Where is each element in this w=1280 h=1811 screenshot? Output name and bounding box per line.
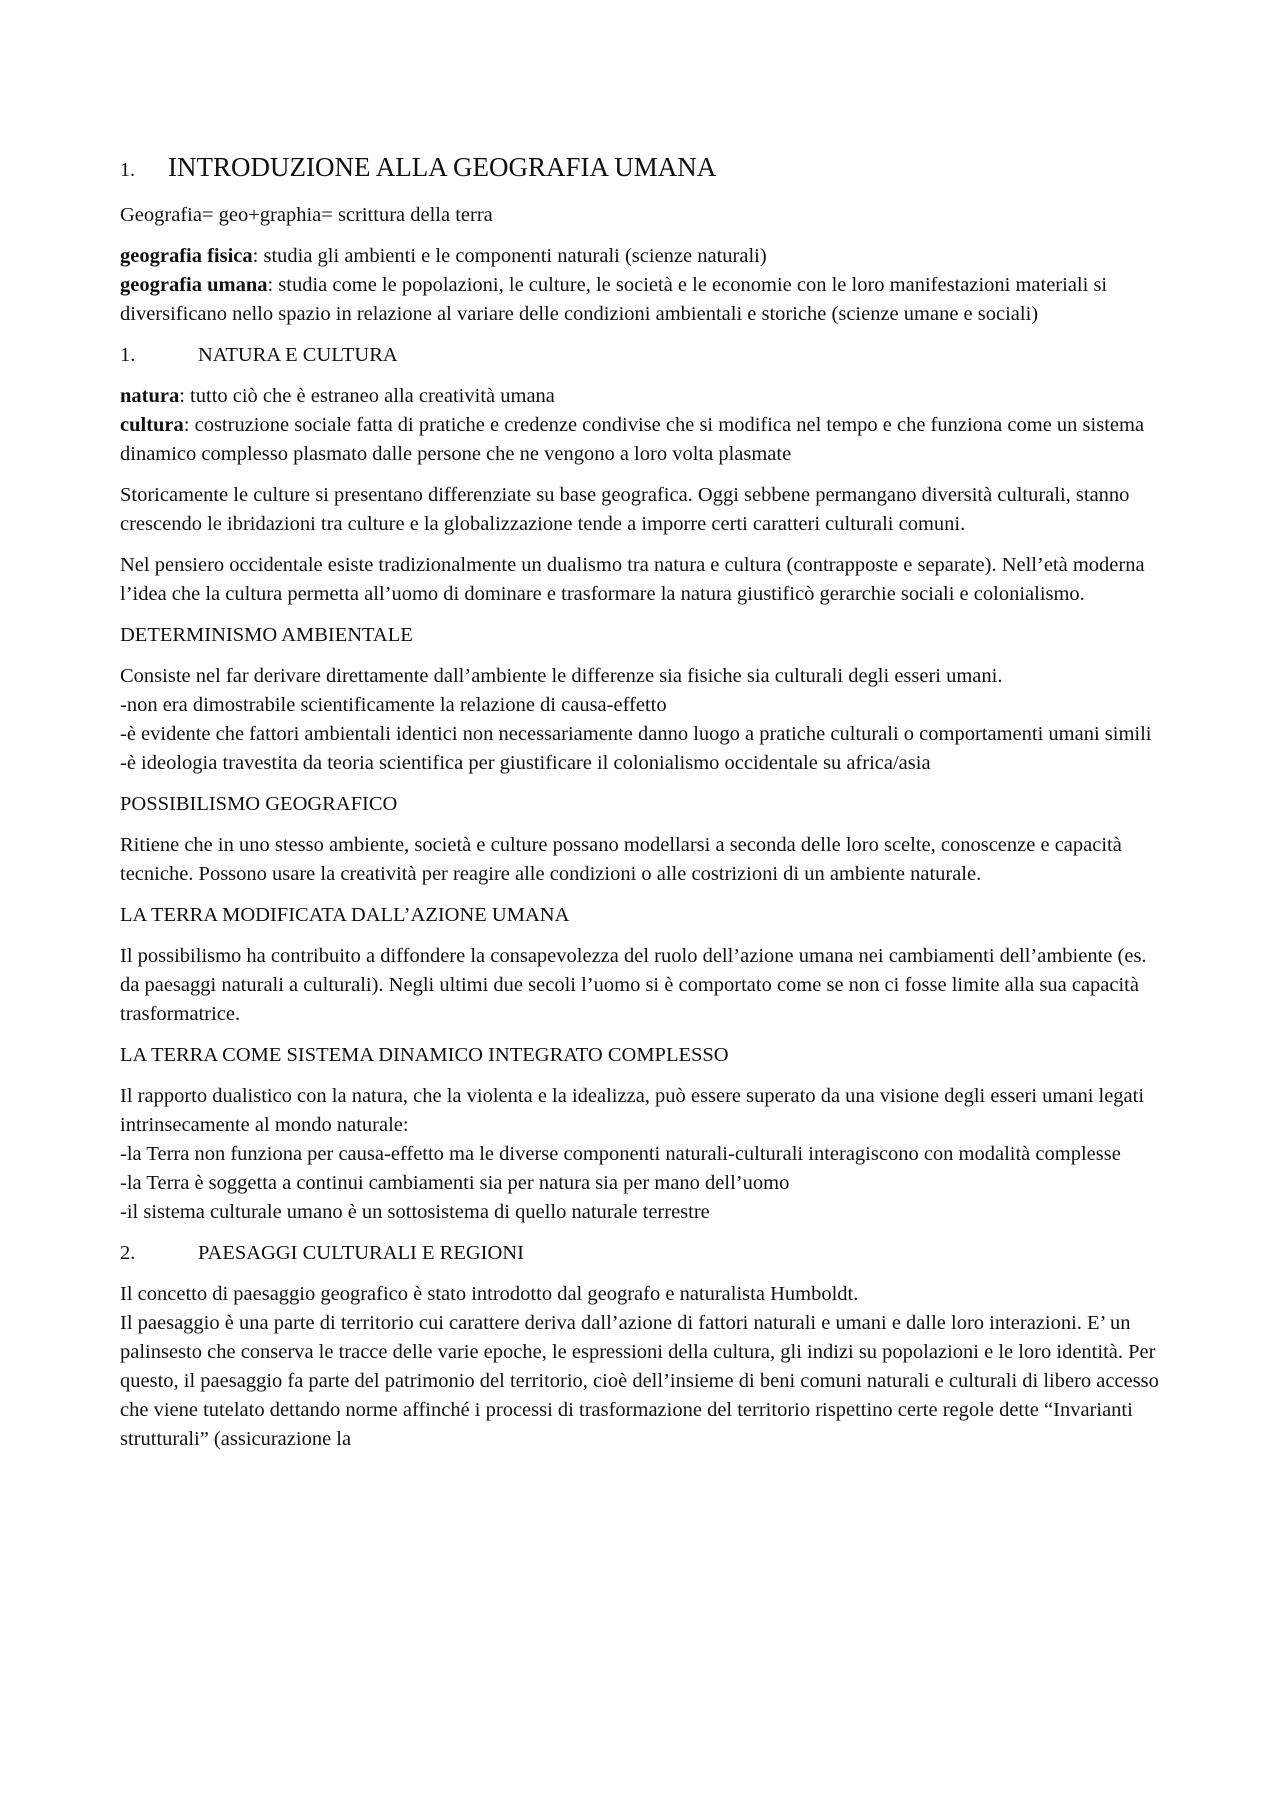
intro-paragraph: Geografia= geo+graphia= scrittura della terra: [120, 204, 493, 226]
term: geografia fisica: [120, 245, 253, 267]
section-title: PAESAGGI CULTURALI E REGIONI: [198, 1242, 524, 1264]
definition-natura: [120, 382, 1160, 411]
list-item: -è ideologia travestita da teoria scientifica per giustificare il colonialismo occidentale su africa/asia: [120, 752, 931, 774]
heading-sistema-dinamico: LA TERRA COME SISTEMA DINAMICO INTEGRATO COMPLESSO: [120, 1044, 729, 1066]
section-number: 2.: [120, 1242, 136, 1264]
definition-text: : costruzione sociale fatta di pratiche e credenze condivise che si modifica nel tempo e che funziona come un sistema dinamico complesso plasmato dalle persone che ne vengono a loro volta plasmate: [120, 414, 1145, 465]
section-number: 1.: [120, 344, 136, 366]
document-page: [120, 150, 1160, 1466]
paragraph-paesaggio: [120, 1280, 1160, 1454]
definition-geografia-fisica: [120, 242, 1160, 271]
paragraph-determinismo: [120, 662, 1160, 778]
text-line: Il concetto di paesaggio geografico è stato introdotto dal geografo e naturalista Humboldt.: [120, 1283, 859, 1305]
list-item: -il sistema culturale umano è un sottosistema di quello naturale terrestre: [120, 1201, 710, 1223]
title-text: INTRODUZIONE ALLA GEOGRAFIA UMANA: [168, 152, 717, 182]
term: natura: [120, 385, 180, 407]
definition-text: : studia gli ambienti e le componenti naturali (scienze naturali): [252, 245, 767, 267]
list-item: -è evidente che fattori ambientali identici non necessariamente danno luogo a pratiche culturali o comportamenti umani simili: [120, 723, 1152, 745]
list-item: -la Terra è soggetta a continui cambiamenti sia per natura sia per mano dell’uomo: [120, 1172, 790, 1194]
section-heading-natura-cultura: [120, 341, 1160, 370]
list-item: -la Terra non funziona per causa-effetto ma le diverse componenti naturali-culturali interagiscono con modalità complesse: [120, 1143, 1121, 1165]
paragraph-pensiero-occidentale: Nel pensiero occidentale esiste tradizionalmente un dualismo tra natura e cultura (contrapposte e separate). Nell’età moderna l’idea che la cultura permetta all’uomo di dominare e trasformare la natura giustificò gerarchie sociali e colonialismo.: [120, 554, 1145, 605]
paragraph-sistema-dinamico: [120, 1082, 1160, 1227]
term: cultura: [120, 414, 184, 436]
text-line: Il paesaggio è una parte di territorio cui carattere deriva dall’azione di fattori naturali e umani e dalle loro interazioni. E’ un palinsesto che conserva le tracce delle varie epoche, le espressioni della cultura, gli indizi su popolazioni e le loro identità. Per questo, il paesaggio fa parte del patrimonio del territorio, cioè dell’insieme di beni comuni naturali e culturali di libero accesso che viene tutelato dettando norme affinché i processi di trasformazione del territorio rispettino certe regole dette “Invarianti strutturali” (assicurazione la: [120, 1312, 1159, 1450]
text-line: Consiste nel far derivare direttamente dall’ambiente le differenze sia fisiche sia culturali degli esseri umani.: [120, 665, 1003, 687]
definitions-geografia: [120, 242, 1160, 329]
definition-text: : studia come le popolazioni, le culture, le società e le economie con le loro manifestazioni materiali si diversificano nello spazio in relazione al variare delle condizioni ambientali e storiche (scienze umane e sociali): [120, 274, 1108, 325]
paragraph-possibilismo: Ritiene che in uno stesso ambiente, società e culture possano modellarsi a seconda delle loro scelte, conoscenze e capacità tecniche. Possono usare la creatività per reagire alle condizioni o alle costrizioni di un ambiente naturale.: [120, 834, 1122, 885]
text-line: Il rapporto dualistico con la natura, che la violenta e la idealizza, può essere superato da una visione degli esseri umani legati intrinsecamente al mondo naturale:: [120, 1085, 1145, 1136]
section-heading-paesaggi: [120, 1239, 1160, 1268]
section-title: NATURA E CULTURA: [198, 344, 398, 366]
definition-text: : tutto ciò che è estraneo alla creatività umana: [179, 385, 555, 407]
heading-determinismo: DETERMINISMO AMBIENTALE: [120, 624, 413, 646]
heading-possibilismo: POSSIBILISMO GEOGRAFICO: [120, 793, 398, 815]
term: geografia umana: [120, 274, 268, 296]
paragraph-storicamente: Storicamente le culture si presentano differenziate su base geografica. Oggi sebbene permangano diversità culturali, stanno crescendo le ibridazioni tra culture e la globalizzazione tende a imporre certi caratteri culturali comuni.: [120, 484, 1130, 535]
definition-geografia-umana: [120, 271, 1160, 329]
heading-terra-modificata: LA TERRA MODIFICATA DALL’AZIONE UMANA: [120, 904, 570, 926]
paragraph-terra-modificata: Il possibilismo ha contribuito a diffondere la consapevolezza del ruolo dell’azione umana nei cambiamenti dell’ambiente (es. da paesaggi naturali a culturali). Negli ultimi due secoli l’uomo si è comportato come se non ci fosse limite alla sua capacità trasformatrice.: [120, 945, 1147, 1025]
document-title: [120, 150, 1160, 187]
title-number: 1.: [120, 159, 135, 181]
definition-cultura: [120, 411, 1160, 469]
list-item: -non era dimostrabile scientificamente la relazione di causa-effetto: [120, 694, 667, 716]
